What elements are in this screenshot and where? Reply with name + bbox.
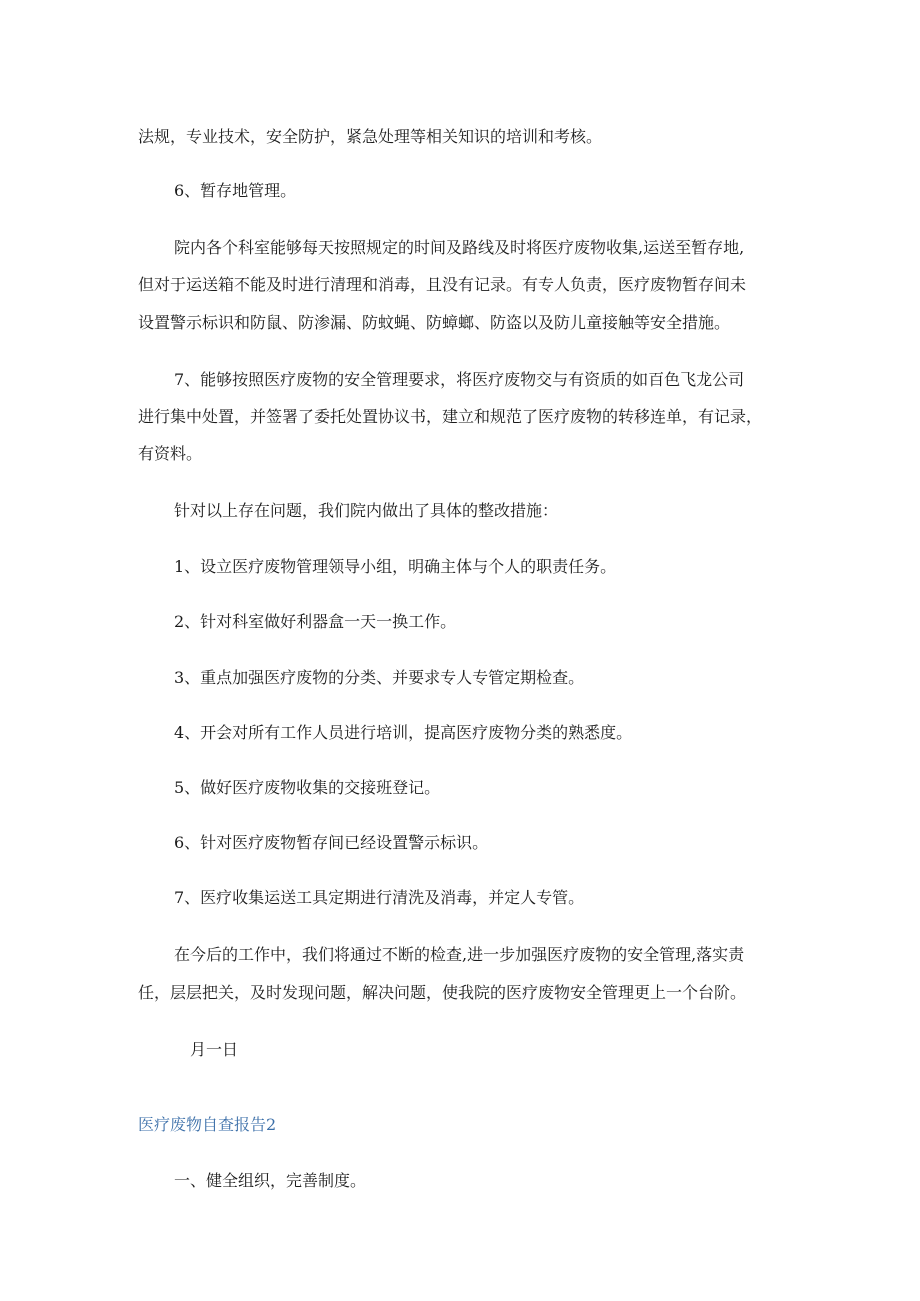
item-heading: 6、暂存地管理。 — [174, 181, 297, 200]
paragraph-line: 有资料。 — [138, 444, 203, 463]
paragraph-line: 设置警示标识和防鼠、防渗漏、防蚊蝇、防蟑螂、防盗以及防儿童接触等安全措施。 — [138, 313, 731, 332]
paragraph-line: 任，层层把关，及时发现问题，解决问题，使我院的医疗废物安全管理更上一个台阶。 — [138, 983, 747, 1002]
paragraph-line: 法规，专业技术，安全防护，紧急处理等相关知识的培训和考核。 — [138, 127, 603, 146]
list-item: 4、开会对所有工作人员进行培训，提高医疗废物分类的熟悉度。 — [174, 723, 633, 742]
list-item: 6、针对医疗废物暂存间已经设置警示标识。 — [174, 833, 489, 852]
paragraph-line: 院内各个科室能够每天按照规定的时间及路线及时将医疗废物收集,运送至暂存地, — [174, 238, 745, 257]
paragraph-line: 在今后的工作中，我们将通过不断的检查,进一步加强医疗废物的安全管理,落实责 — [174, 945, 745, 964]
list-item: 3、重点加强医疗废物的分类、并要求专人专管定期检查。 — [174, 668, 585, 687]
list-item: 7、医疗收集运送工具定期进行清洗及消毒，并定人专管。 — [174, 888, 585, 907]
section-first-line: 一、健全组织，完善制度。 — [174, 1171, 367, 1190]
paragraph-line: 但对于运送箱不能及时进行清理和消毒，且没有记录。有专人负责，医疗废物暂存间未 — [138, 275, 747, 294]
paragraph-line: 7、能够按照医疗废物的安全管理要求，将医疗废物交与有资质的如百色飞龙公司 — [174, 370, 745, 389]
date-line: 月一日 — [190, 1040, 239, 1059]
paragraph-line: 进行集中处置，并签署了委托处置协议书，建立和规范了医疗废物的转移连单，有记录， — [138, 407, 763, 426]
list-item: 2、针对科室做好利器盒一天一换工作。 — [174, 612, 457, 631]
list-item: 1、设立医疗废物管理领导小组，明确主体与个人的职责任务。 — [174, 557, 617, 576]
list-item: 5、做好医疗废物收集的交接班登记。 — [174, 778, 441, 797]
paragraph-line: 针对以上存在问题，我们院内做出了具体的整改措施： — [174, 501, 559, 520]
section-title: 医疗废物自查报告2 — [138, 1115, 277, 1134]
